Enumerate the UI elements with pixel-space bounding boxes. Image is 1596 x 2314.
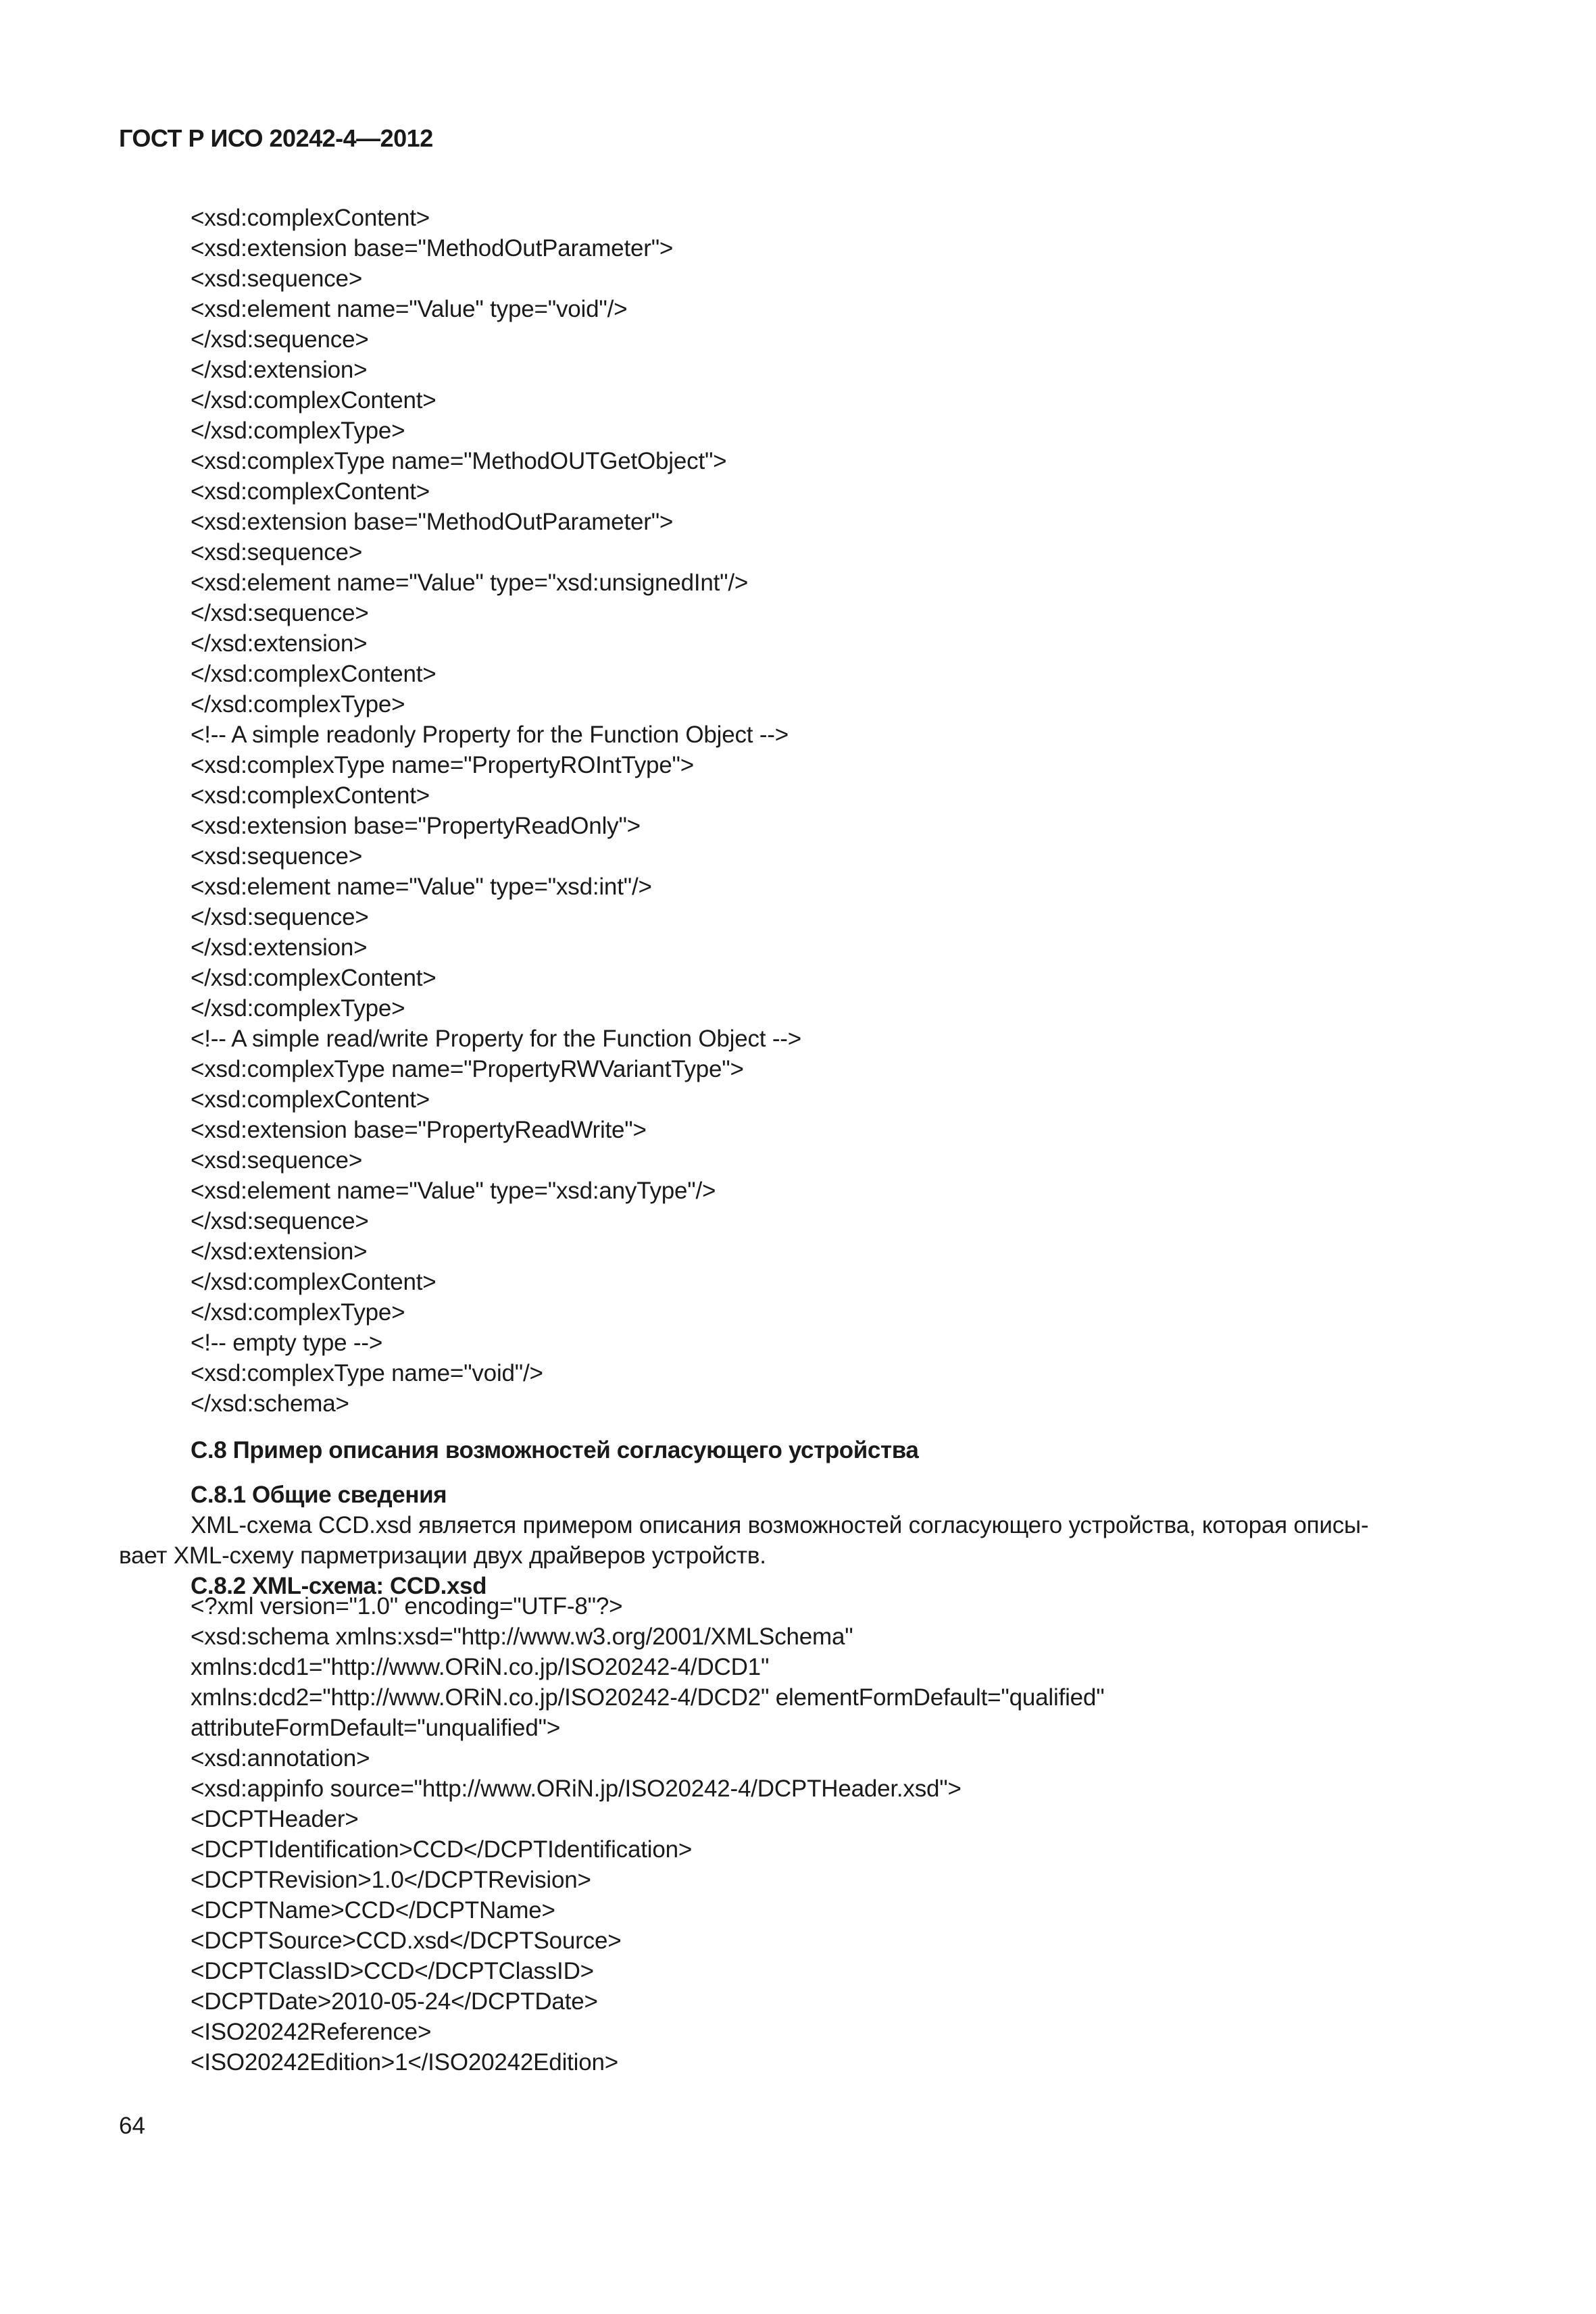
code-line: <xsd:element name="Value" type="xsd:unsignedInt"/> [191,570,749,596]
code-line: <xsd:complexType name="MethodOUTGetObject"> [191,448,727,474]
code-line: </xsd:complexType> [191,995,405,1022]
xml-code-block-top [191,203,1515,1419]
code-line: <xsd:sequence> [191,266,363,292]
code-line: xmlns:dcd1="http://www.ORiN.co.jp/ISO20242-4/DCD1" [191,1654,770,1680]
paragraph-line-continuation: вает XML-схему парметризации двух драйверов устройств. [119,1542,766,1569]
code-line: <xsd:schema xmlns:xsd="http://www.w3.org/2001/XMLSchema" [191,1624,853,1650]
code-line: <xsd:sequence> [191,1147,363,1174]
code-line: <xsd:extension base="MethodOutParameter"> [191,235,674,261]
code-line: <DCPTRevision>1.0</DCPTRevision> [191,1867,591,1893]
code-line: </xsd:extension> [191,1238,368,1265]
code-line: </xsd:complexContent> [191,1269,437,1295]
code-line: </xsd:complexContent> [191,965,437,991]
code-line: <DCPTHeader> [191,1806,359,1832]
code-line: xmlns:dcd2="http://www.ORiN.co.jp/ISO20242-4/DCD2" elementFormDefault="qualified" [191,1684,1105,1711]
code-line: <xsd:complexContent> [191,205,430,231]
page-number: 64 [119,2113,145,2139]
code-line: <xsd:annotation> [191,1745,370,1771]
code-line: </xsd:extension> [191,357,368,383]
code-line: </xsd:complexType> [191,1299,405,1326]
code-line: <DCPTClassID>CCD</DCPTClassID> [191,1958,594,1984]
code-line: <xsd:sequence> [191,539,363,565]
code-line: <ISO20242Edition>1</ISO20242Edition> [191,2049,619,2076]
code-line: </xsd:schema> [191,1390,349,1417]
code-line: <xsd:appinfo source="http://www.ORiN.jp/ISO20242-4/DCPTHeader.xsd"> [191,1776,962,1802]
code-line: </xsd:complexType> [191,691,405,718]
code-line: <DCPTSource>CCD.xsd</DCPTSource> [191,1928,622,1954]
code-line: <xsd:extension base="PropertyReadWrite"> [191,1117,647,1143]
code-line: <xsd:element name="Value" type="xsd:int"/> [191,874,652,900]
code-line: <xsd:extension base="PropertyReadOnly"> [191,813,641,839]
code-line: <xsd:complexContent> [191,782,430,809]
section-c8-1-paragraph [119,1510,1477,1571]
code-line: </xsd:sequence> [191,904,369,930]
code-line: </xsd:complexContent> [191,387,437,413]
code-line: <!-- A simple readonly Property for the Function Object --> [191,722,789,748]
code-line: <xsd:element name="Value" type="void"/> [191,296,628,322]
code-line: <DCPTIdentification>CCD</DCPTIdentification> [191,1836,693,1863]
code-line: <DCPTName>CCD</DCPTName> [191,1897,555,1923]
code-line: </xsd:complexType> [191,418,405,444]
code-line: <xsd:complexType name="PropertyROIntType"> [191,752,695,778]
code-line: <DCPTDate>2010-05-24</DCPTDate> [191,1988,598,2015]
code-line: <xsd:complexContent> [191,478,430,505]
code-line: <xsd:sequence> [191,843,363,870]
paragraph-line-first: XML-схема CCD.xsd является примером описания возможностей согласующего устройства, которая описы- [191,1512,1369,1538]
code-line: </xsd:complexContent> [191,661,437,687]
code-line: <xsd:complexType name="void"/> [191,1360,543,1386]
code-line: </xsd:sequence> [191,600,369,626]
code-line: <?xml version="1.0" encoding="UTF-8"?> [191,1593,623,1619]
code-line: <xsd:element name="Value" type="xsd:anyType"/> [191,1178,716,1204]
code-line: attributeFormDefault="unqualified"> [191,1715,561,1741]
code-line: <ISO20242Reference> [191,2019,432,2045]
code-line: </xsd:sequence> [191,326,369,353]
code-line: <xsd:complexType name="PropertyRWVariantType"> [191,1056,744,1082]
code-line: </xsd:sequence> [191,1208,369,1234]
xml-code-block-bottom [191,1591,1515,2078]
code-line: <xsd:extension base="MethodOutParameter"> [191,509,674,535]
code-line: <xsd:complexContent> [191,1086,430,1113]
section-heading-c8: C.8 Пример описания возможностей согласующего устройства [191,1437,919,1463]
document-standard-header: ГОСТ Р ИСО 20242-4—2012 [119,124,433,152]
code-line: <!-- empty type --> [191,1330,383,1356]
section-heading-c8-2: C.8.2 XML-схема: CCD.xsd [191,1573,487,1599]
code-line: <!-- A simple read/write Property for the Function Object --> [191,1026,802,1052]
section-heading-c8-1: C.8.1 Общие сведения [191,1482,447,1508]
code-line: </xsd:extension> [191,630,368,657]
code-line: </xsd:extension> [191,934,368,961]
